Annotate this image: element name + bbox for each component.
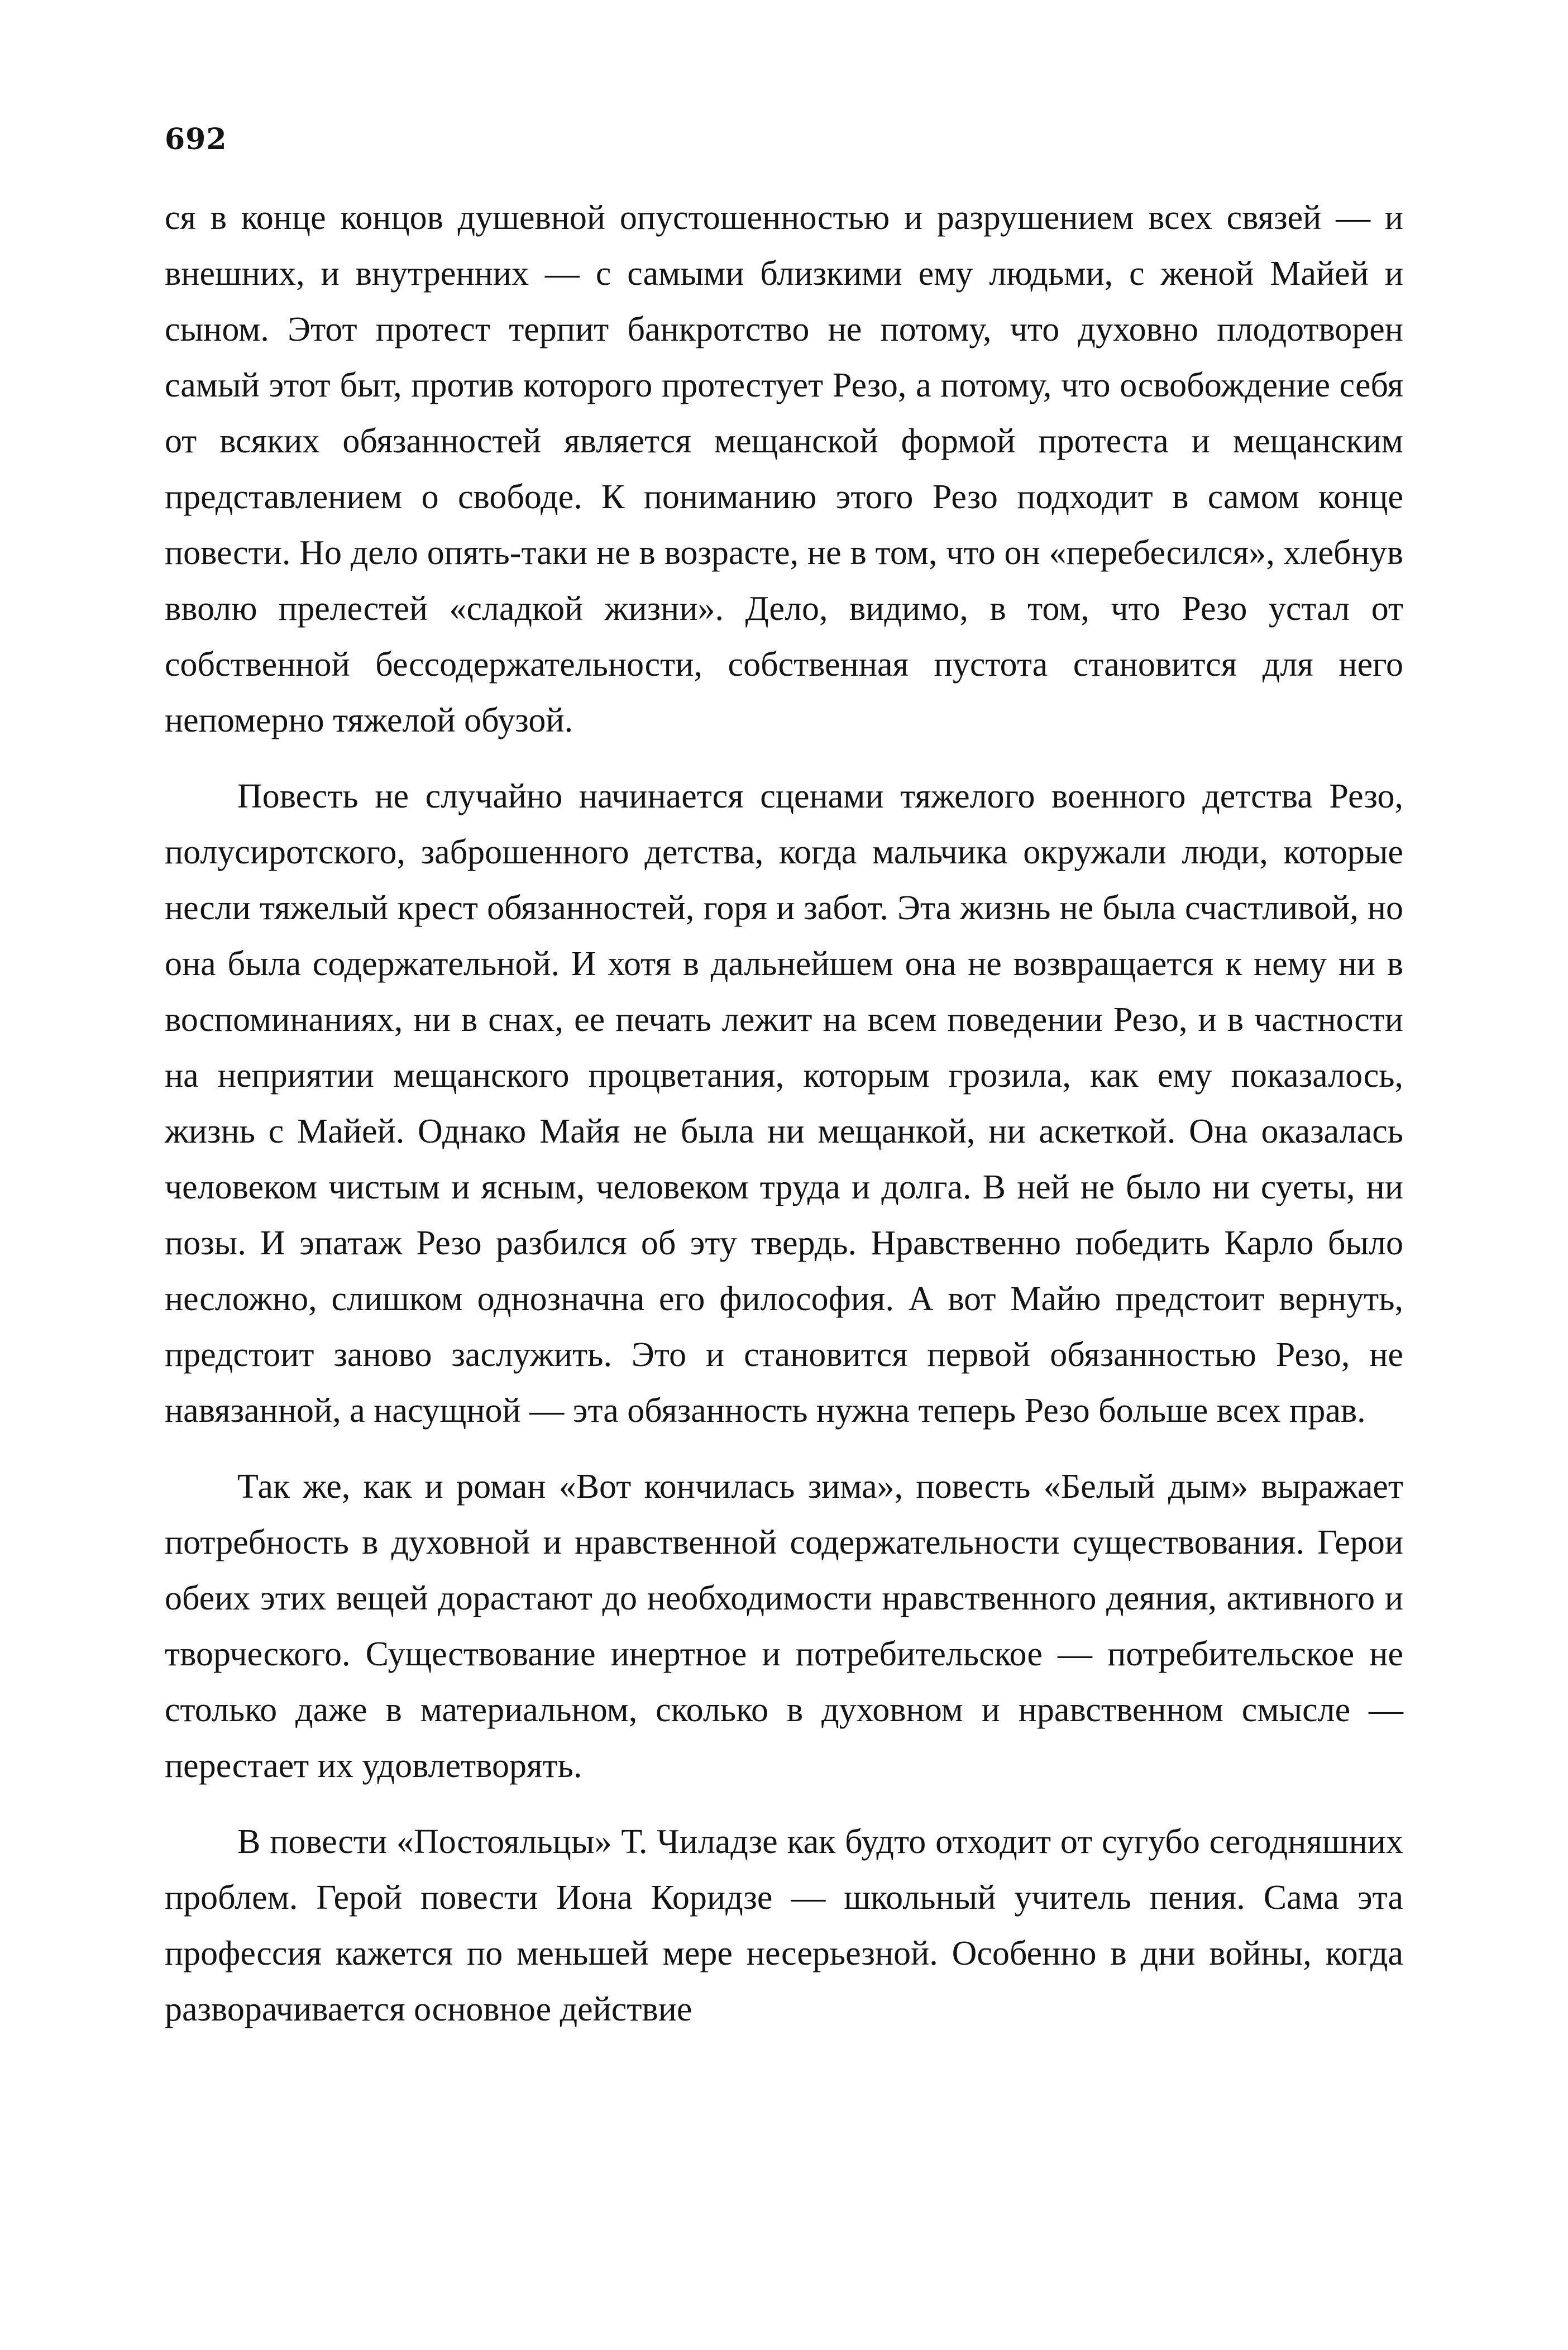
body-text [165,190,1403,2037]
paragraph-white-smoke: Так же, как и роман «Вот кончилась зима», повесть «Белый дым» выражает потребность в духовной и нравственной содержательности существования. Герои обеих этих вещей дорастают до необходимости нравственного деяния, активного и творческого. Существование инертное и потребительское — потребительское не столько даже в материальном, сколько в духовном и нравственном смысле — перестает их удовлетворять. [165,1468,1403,1785]
paragraph-continuation: ся в конце концов душевной опустошенностью и разрушением всех связей — и внешних, и внутренних — с самыми близкими ему людьми, с женой Майей и сыном. Этот протест терпит банкротство не потому, что духовно плодотворен самый этот быт, против которого протестует Резо, а потому, что освобождение себя от всяких обязанностей является мещанской формой протеста и мещанским представлением о свободе. К пониманию этого Резо подходит в самом конце повести. Но дело опять-таки не в возрасте, не в том, что он «перебесился», хлебнув вволю прелестей «сладкой жизни». Дело, видимо, в том, что Резо устал от собственной бессодержательности, собственная пустота становится для него непомерно тяжелой обузой. [165,199,1403,739]
paragraph-war-childhood: Повесть не случайно начинается сценами тяжелого военного детства Резо, полусиротского, заброшенного детства, когда мальчика окружали люди, которые несли тяжелый крест обязанностей, горя и забот. Эта жизнь не была счастливой, но она была содержательной. И хотя в дальнейшем она не возвращается к нему ни в воспоминаниях, ни в снах, ее печать лежит на всем поведении Резо, и в частности на неприятии мещанского процветания, которым грозила, как ему показалось, жизнь с Майей. Однако Майя не была ни мещанкой, ни аскеткой. Она оказалась человеком чистым и ясным, человеком труда и долга. В ней не было ни суеты, ни позы. И эпатаж Резо разбился об эту твердь. Нравственно победить Карло было несложно, слишком однозначна его философия. А вот Майю предстоит вернуть, предстоит заново заслужить. Это и становится первой обязанностью Резо, не навязанной, а насущной — эта обязанность нужна теперь Резо больше всех прав. [165,777,1403,1430]
paragraph-lodgers: В повести «Постояльцы» Т. Чиладзе как будто отходит от сугубо сегодняшних проблем. Герой повести Иона Коридзе — школьный учитель пения. Сама эта профессия кажется по меньшей мере несерьезной. Особенно в дни войны, когда разворачивается основное действие [165,1823,1403,2028]
page-number: 692 [165,122,227,156]
